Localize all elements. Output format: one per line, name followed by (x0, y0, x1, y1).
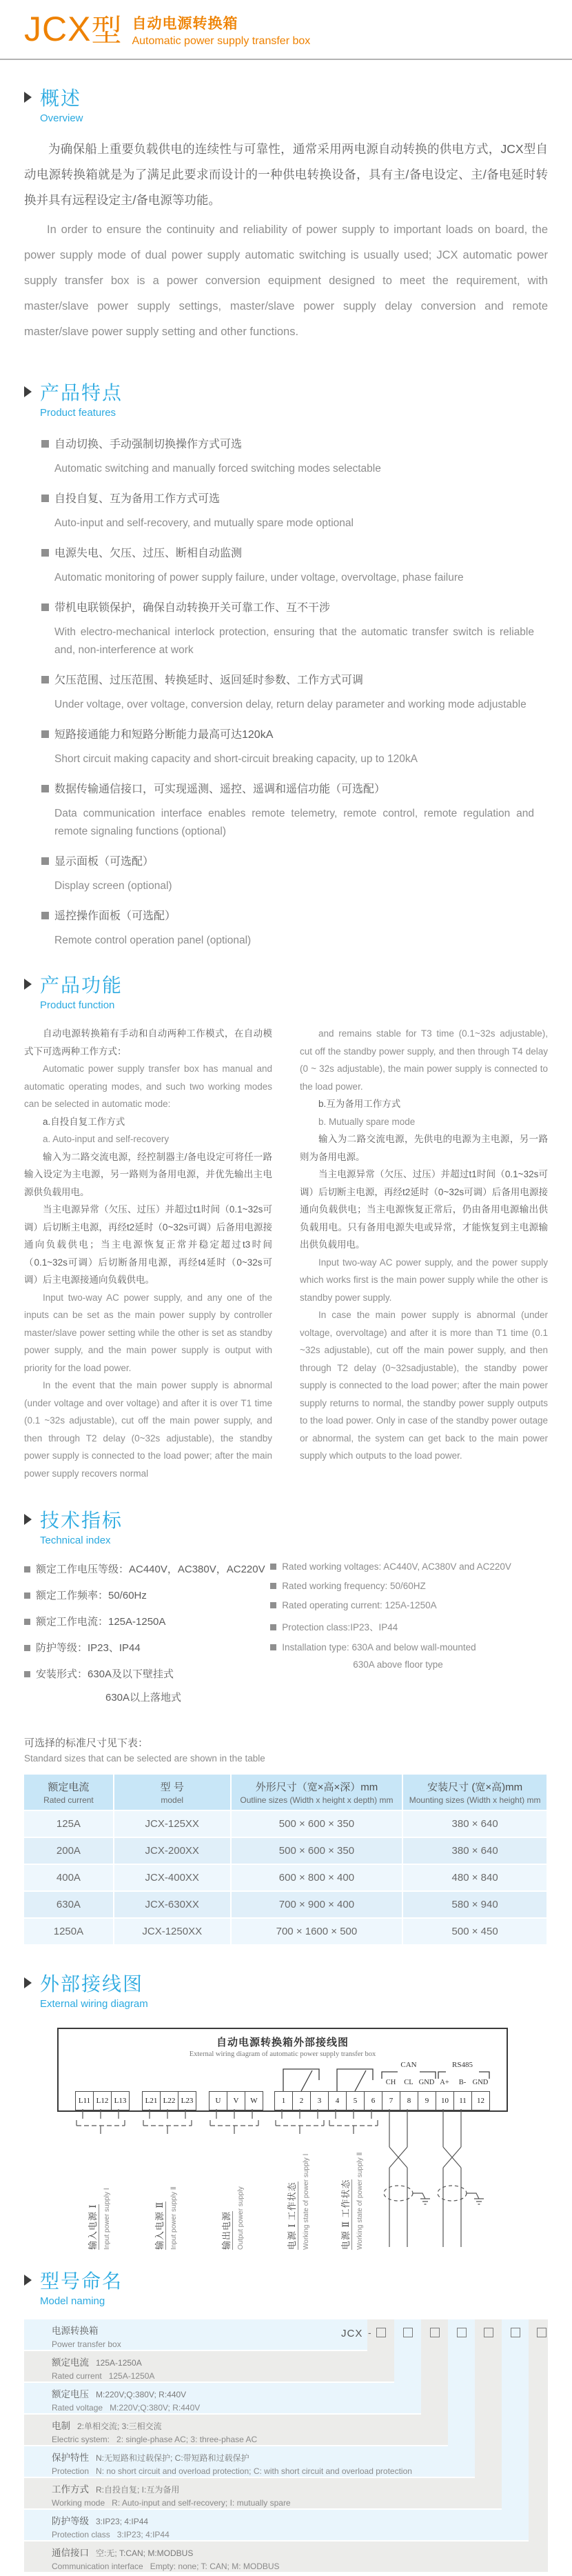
naming-desc-cn: N:无短路和过载保护; C:带短路和过载保护 (96, 2453, 249, 2463)
terminal-group-output (209, 2091, 263, 2110)
group-label-en: Working state of power supply Ⅰ (303, 2153, 310, 2250)
naming-row (24, 2510, 529, 2540)
header-cn: 额定电流 (48, 1781, 90, 1793)
standard-sizes-table (24, 1775, 548, 1946)
terminal: 10 (436, 2091, 454, 2110)
naming-label-en: Working mode (52, 2498, 105, 2508)
cell: 1250A (24, 1918, 114, 1945)
table-row (24, 1891, 547, 1918)
group-label-cn: 电源 Ⅱ 工作状态 (340, 2179, 351, 2250)
group-label-cn: 输出电源 (221, 2210, 232, 2250)
group-label-cn: 输入电源 Ⅰ (88, 2204, 98, 2250)
section-marker-icon (24, 2275, 32, 2286)
naming-desc-en: N: no short circuit and overload protection; C: with short circuit and overload protection (96, 2466, 412, 2476)
feature-text: 欠压范围、过压范围、转换延时、返回延时参数、工作方式可调 (54, 675, 364, 686)
terminal: 2 (292, 2091, 311, 2110)
model-naming-diagram (0, 2319, 572, 2576)
cell: 125A (24, 1810, 114, 1837)
section-title-en: Overview (40, 112, 83, 124)
section-wiring-heading (24, 1969, 548, 2010)
section-title-cn: 产品特点 (40, 382, 123, 403)
col-header-rated-current (24, 1775, 114, 1810)
feature-text: 短路接通能力和短路分断能力最高可达120kA (54, 729, 274, 741)
terminal: 4 (328, 2091, 347, 2110)
naming-checkbox (484, 2328, 493, 2337)
pin-label-ch: CH (385, 2079, 396, 2086)
page-header (0, 0, 572, 49)
cell: 500 × 600 × 350 (231, 1810, 403, 1837)
section-title-en: Product features (40, 407, 116, 419)
feature-text: 电源失电、欠压、过压、断相自动监测 (54, 548, 243, 559)
bullet-square-icon (41, 730, 49, 738)
tech-item-cn (24, 1614, 270, 1628)
bullet-square-icon (24, 1671, 30, 1677)
naming-label-en: Power transfer box (52, 2339, 121, 2349)
naming-row (24, 2446, 475, 2477)
cell: 400A (24, 1864, 114, 1891)
tech-item-en (270, 1619, 548, 1633)
tech-text: Protection class:IP23、IP44 (282, 1622, 398, 1633)
function-paragraph: b. Mutually spare mode (318, 1116, 416, 1127)
function-paragraph: 当主电源异常（欠压、过压）并超过t1时间（0.1~32s可调）后切断主电源，再经t2延时（0~32s可调）后备用电源接通向负载供电；当主电源恢复正常并稳定超过t3时间（0.1~32s可调）后切断备用电源，再经t4延时（0~32s可调）后主电源接通向负载供电。 (24, 1204, 272, 1285)
bullet-square-icon (41, 785, 49, 792)
table-row (24, 1810, 547, 1837)
bullet-square-icon (270, 1644, 276, 1650)
terminal: L12 (93, 2091, 112, 2110)
function-right-column (300, 1025, 548, 1482)
tech-text: 额定工作电压等级：AC440V，AC380V，AC220V (36, 1564, 265, 1575)
feature-text: 显示面板（可选配） (54, 856, 154, 868)
tech-text: Installation type: 630A and below wall-mounted (282, 1642, 476, 1653)
naming-desc-en: M:220V;Q:380V; R:440V (110, 2403, 201, 2413)
naming-desc-cn: 125A-1250A (96, 2358, 142, 2368)
feature-item-en: Automatic monitoring of power supply failure, under voltage, overvoltage, phase failure (54, 572, 464, 583)
pin-label-cl: CL (404, 2079, 413, 2086)
wire-group-label (339, 2139, 368, 2250)
naming-label-en: Communication interface (52, 2562, 143, 2571)
naming-row (24, 2478, 502, 2508)
bullet-square-icon (41, 549, 49, 557)
cell: 700 × 1600 × 500 (231, 1918, 403, 1945)
function-paragraph: Input two-way AC power supply, and the power supply which works first is the main power supply while the other is standby power supply. (300, 1257, 548, 1303)
function-paragraph: a.自投自复工作方式 (43, 1116, 125, 1127)
bullet-square-icon (41, 440, 49, 448)
feature-item-en: Data communication interface enables remote telemetry, remote control, remote regulation and remote signaling functions (optional) (54, 808, 534, 837)
wiring-diagram (0, 2028, 572, 2261)
section-tech-heading (24, 1506, 548, 1546)
feature-item-cn (41, 726, 548, 741)
tech-item-cn (24, 1588, 270, 1602)
table-row (24, 1918, 547, 1945)
tech-item-en (270, 1600, 548, 1610)
diagram-title-cn: 自动电源转换箱外部接线图 (216, 2037, 349, 2048)
naming-checkbox (403, 2328, 413, 2337)
group-label-cn: 输入电源 Ⅱ (154, 2201, 165, 2250)
bullet-square-icon (41, 676, 49, 683)
bullet-square-icon (270, 1583, 276, 1589)
header-cn: 型 号 (160, 1781, 184, 1793)
bullet-square-icon (24, 1592, 30, 1599)
section-marker-icon (24, 1514, 32, 1525)
feature-item-en: Under voltage, over voltage, conversion delay, return delay parameter and working mode adjustable (54, 699, 527, 710)
tech-text: 安装形式：630A及以下壁挂式 (36, 1668, 174, 1680)
cell: JCX-400XX (114, 1864, 231, 1891)
overview-paragraph-cn: 为确保船上重要负载供电的连续性与可靠性，通常采用两电源自动转换的供电方式，JCX型自动电源转换箱就是为了满足此要求而设计的一种供电转换设备，具有主/备电设定、主/备电延时转换并具有远程设定主/备电源等功能。 (24, 142, 548, 207)
section-title-cn: 型号命名 (40, 2270, 123, 2292)
section-title-en: External wiring diagram (40, 1998, 148, 2010)
diagram-title-en: External wiring diagram of automatic power supply transfer box (189, 2050, 376, 2058)
cell: 380 × 640 (402, 1810, 547, 1837)
naming-desc-cn: 2:单相交流; 3:三相交流 (77, 2422, 162, 2431)
naming-desc-en: 2: single-phase AC; 3: three-phase AC (116, 2435, 258, 2444)
naming-row (24, 2383, 421, 2413)
section-function-heading (24, 970, 548, 1011)
cell: 500 × 600 × 350 (231, 1837, 403, 1864)
terminal: 11 (453, 2091, 472, 2110)
feature-item-cn (41, 907, 548, 923)
terminal: 7 (382, 2091, 400, 2110)
terminal: 12 (471, 2091, 490, 2110)
model-code: JCX (24, 10, 92, 48)
terminal: W (245, 2091, 263, 2110)
terminal: 3 (310, 2091, 329, 2110)
bullet-square-icon (270, 1624, 276, 1630)
feature-text: 自动切换、手动强制切换操作方式可选 (54, 439, 243, 450)
model-suffix: 型 (91, 14, 123, 48)
feature-item-cn (41, 435, 548, 451)
feature-text: 带机电联锁保护，确保自动转换开关可靠工作、互不干涉 (54, 602, 331, 614)
wire-group-label (86, 2139, 115, 2250)
header-cn: 安装尺寸 (宽×高)mm (427, 1781, 523, 1793)
tech-columns (24, 1561, 548, 1716)
pin-label-gnd: GND (418, 2079, 435, 2086)
function-paragraph: In case the main power supply is abnormal (under voltage, overvoltage) and after it is more than T1 time (0.1 ~32s adjustable), cut off the main power supply, and then through T2 delay (0~32sadjustable), the standby power supply is connected to the load power; after the main power supply returns to normal, the standby power supply outputs to the load power. Only in case of the standby power outage or abnormal, the system can get back to the main power supply which outputs to the load power. (300, 1310, 548, 1461)
function-paragraph: 输入为二路交流电源，先供电的电源为主电源，另一路则为备用电源。 (300, 1134, 548, 1162)
tech-text: 额定工作频率：50/60Hz (36, 1590, 147, 1601)
header-en: Mounting sizes (Width x height) mm (409, 1795, 541, 1805)
naming-checkbox (457, 2328, 467, 2337)
terminal: L11 (75, 2091, 94, 2110)
rs485-bus-label: RS485 (452, 2061, 473, 2069)
cell: 700 × 900 × 400 (231, 1891, 403, 1918)
section-marker-icon (24, 92, 32, 103)
section-title-cn: 技术指标 (40, 1510, 123, 1531)
feature-item-en: Automatic switching and manually forced switching modes selectable (54, 463, 381, 475)
table-header-row (24, 1775, 547, 1810)
overview-paragraph-en: In order to ensure the continuity and reliability of power supply to important loads on board, the power supply mode of dual power supply automatic switching is usually used; JCX automatic power supply transfer box is a power conversion equipment designed to meet the requirement, with master/slave power supply settings, master/slave power supply delay conversion and remote master/slave power supply setting and other functions. (24, 223, 548, 338)
feature-item-en: Auto-input and self-recovery, and mutually spare mode optional (54, 517, 354, 529)
naming-row (24, 2415, 448, 2445)
naming-label-cn: 保护特性 (52, 2453, 89, 2463)
terminal: 1 (274, 2091, 293, 2110)
col-header-mounting-sizes (402, 1775, 547, 1810)
feature-item-cn (41, 490, 548, 506)
cell: 200A (24, 1837, 114, 1864)
section-title-cn: 概述 (40, 88, 82, 109)
naming-row (24, 2351, 394, 2382)
feature-item-en: Display screen (optional) (54, 880, 172, 892)
terminal: 5 (346, 2091, 365, 2110)
naming-row (24, 2542, 548, 2572)
col-header-outline-sizes (231, 1775, 403, 1810)
tech-right-column (270, 1561, 548, 1716)
group-label-en: Input power supply Ⅱ (170, 2186, 178, 2250)
section-naming-heading (24, 2266, 548, 2307)
bullet-square-icon (24, 1619, 30, 1625)
terminal: 6 (364, 2091, 382, 2110)
section-title-en: Product function (40, 999, 115, 1011)
cell: 580 × 940 (402, 1891, 547, 1918)
table-note-cn: 可选择的标准尺寸见下表： (24, 1737, 149, 1749)
feature-text: 遥控操作面板（可选配） (54, 910, 176, 922)
product-model (24, 11, 122, 49)
naming-desc-cn: 3:IP23; 4:IP44 (96, 2517, 149, 2526)
naming-desc-en: 125A-1250A (108, 2371, 155, 2381)
wire-group-label (153, 2139, 182, 2250)
bullet-square-icon (41, 495, 49, 502)
section-title-cn: 产品功能 (40, 975, 123, 996)
tech-text: 防护等级：IP23、IP44 (36, 1642, 141, 1654)
feature-text: 自投自复、互为备用工作方式可选 (54, 493, 221, 505)
section-title-en: Model naming (40, 2295, 105, 2307)
tech-item-en-cont: 630A above floor type (353, 1659, 443, 1670)
tech-item-cn (24, 1561, 270, 1576)
function-paragraph: Input two-way AC power supply, and any one of the inputs can be set as the main power supply by controller master/slave power setting while the other is set as standby power supply, and the main power supply is output with priority for the load power. (24, 1292, 272, 1373)
naming-label-cn: 防护等级 (52, 2516, 89, 2526)
feature-item-en: Short circuit making capacity and short-circuit breaking capacity, up to 120kA (54, 753, 418, 765)
pin-label-gnd2: GND (472, 2079, 489, 2086)
tech-text: 额定工作电流：125A-1250A (36, 1616, 166, 1628)
group-label-cn: 电源 Ⅰ 工作状态 (287, 2181, 297, 2250)
group-label-en: Output power supply (237, 2186, 245, 2250)
naming-desc-en: R: Auto-input and self-recovery; I: mutually spare (112, 2498, 291, 2508)
bullet-square-icon (41, 603, 49, 611)
feature-item-cn (41, 544, 548, 560)
naming-label-cn: 工作方式 (52, 2484, 89, 2495)
section-marker-icon (24, 979, 32, 990)
header-titles (132, 12, 310, 48)
naming-desc-en: 3:IP23; 4:IP44 (116, 2530, 170, 2539)
naming-label-en: Rated current (52, 2371, 102, 2381)
naming-desc-cn: 空:无; T:CAN; M:MODBUS (96, 2548, 194, 2558)
tech-item-en (270, 1642, 548, 1653)
naming-connector (529, 2319, 548, 2572)
function-paragraph: 输入为二路交流电源，经控制器主/备电设定可将任一路输入设定为主电源，另一路则为备用电源，并优先输出主电源供负载用电。 (24, 1151, 272, 1197)
terminal: L21 (142, 2091, 161, 2110)
tech-left-column (24, 1561, 270, 1716)
table-row (24, 1864, 547, 1891)
pin-label-a-plus: A+ (440, 2079, 449, 2086)
function-paragraph: 当主电源异常（欠压、过压）并超过t1时间（0.1~32s可调）后切断主电源，再经t2延时（0~32s可调）后备用电源接通向负载供电；当主电源恢复正常后，仍由备用电源输出供负载用电。只有备用电源失电或异常，才能恢复到主电源输出供负载用电。 (300, 1169, 548, 1250)
section-marker-icon (24, 1977, 32, 1988)
terminal: 9 (418, 2091, 436, 2110)
section-features-heading (24, 378, 548, 419)
naming-label-cn: 电制 (52, 2421, 70, 2431)
feature-text: 数据传输通信接口，可实现遥测、遥控、遥调和遥信功能（可选配） (54, 783, 386, 795)
group-label-en: Working state of power supply Ⅱ (356, 2152, 364, 2250)
terminal-group-input2 (142, 2091, 196, 2110)
section-marker-icon (24, 386, 32, 397)
naming-label-cn: 额定电流 (52, 2357, 89, 2368)
function-paragraph: Automatic power supply transfer box has manual and automatic operating modes, and such two working modes can be selected in automatic mode: (24, 1064, 272, 1109)
naming-connector (502, 2319, 529, 2540)
naming-label-cn: 电源转换箱 (52, 2326, 99, 2336)
terminal: 8 (400, 2091, 418, 2110)
naming-label-cn: 额定电压 (52, 2389, 89, 2399)
naming-label-cn: 通信接口 (52, 2548, 89, 2558)
header-en: Outline sizes (Width x height x depth) mm (240, 1795, 394, 1805)
bullet-square-icon (24, 1566, 30, 1572)
function-paragraph: 自动电源转换箱有手动和自动两种工作模式，在自动模式下可选两种工作方式： (24, 1028, 272, 1057)
section-title-cn: 外部接线图 (40, 1973, 144, 1995)
terminal-group-input1 (75, 2091, 129, 2110)
table-note-en: Standard sizes that can be selected are shown in the table (24, 1753, 265, 1764)
cell: JCX-630XX (114, 1891, 231, 1918)
naming-label-en: Electric system: (52, 2435, 110, 2444)
naming-label-en: Protection class (52, 2530, 110, 2539)
cell: 480 × 840 (402, 1864, 547, 1891)
table-row (24, 1837, 547, 1864)
section-overview-heading (24, 83, 548, 124)
header-divider (0, 59, 572, 60)
naming-checkbox (537, 2328, 547, 2337)
can-bus-label: CAN (400, 2061, 417, 2069)
header-en: model (161, 1795, 184, 1805)
terminal: L13 (111, 2091, 130, 2110)
cell: 630A (24, 1891, 114, 1918)
product-title-en: Automatic power supply transfer box (132, 35, 311, 47)
naming-label-en: Rated voltage (52, 2403, 103, 2413)
cell: 600 × 800 × 400 (231, 1864, 403, 1891)
feature-item-cn (41, 780, 548, 796)
naming-checkbox (430, 2328, 440, 2337)
bullet-square-icon (270, 1602, 276, 1608)
header-cn: 外形尺寸（宽×高×深）mm (255, 1781, 378, 1793)
function-paragraph: b.互为备用工作方式 (318, 1099, 401, 1109)
bullet-square-icon (24, 1645, 30, 1651)
naming-desc-cn: R:自投自复; I:互为备用 (96, 2485, 180, 2495)
feature-item-cn (41, 852, 548, 868)
group-label-en: Input power supply Ⅰ (103, 2188, 111, 2250)
wire-group-label (220, 2139, 249, 2250)
cell: JCX-1250XX (114, 1918, 231, 1945)
naming-checkbox (511, 2328, 520, 2337)
tech-text: Rated working frequency: 50/60HZ (282, 1581, 426, 1591)
function-paragraph: and remains stable for T3 time (0.1~32s adjustable), cut off the standby power supply, and then through T4 delay (0 ~ 32s adjustable), the main power supply is connected to the load power. (300, 1028, 548, 1092)
wiring-box (57, 2028, 508, 2112)
tech-item-en (270, 1581, 548, 1591)
naming-desc-en: Empty: none; T: CAN; M: MODBUS (150, 2562, 280, 2571)
cell: JCX-200XX (114, 1837, 231, 1864)
tech-item-cn (24, 1666, 270, 1681)
pin-label-b-minus: B- (458, 2079, 467, 2086)
product-title-cn: 自动电源转换箱 (132, 16, 238, 32)
feature-list (41, 435, 548, 950)
bullet-square-icon (41, 857, 49, 865)
naming-row (24, 2319, 367, 2350)
feature-item-cn (41, 671, 548, 687)
feature-item-cn (41, 599, 548, 615)
function-left-column (24, 1025, 272, 1482)
bullet-square-icon (41, 912, 49, 919)
naming-dash: - (368, 2327, 371, 2338)
section-title-en: Technical index (40, 1535, 111, 1546)
terminal: L23 (178, 2091, 196, 2110)
tech-item-cn-cont: 630A以上落地式 (105, 1692, 182, 1704)
naming-checkbox (376, 2328, 386, 2337)
wire-group-label (285, 2139, 314, 2250)
tech-text: Rated operating current: 125A-1250A (282, 1600, 437, 1610)
terminal-group-numbered (274, 2091, 489, 2110)
tech-text: Rated working voltages: AC440V, AC380V and AC220V (282, 1561, 511, 1572)
header-en: Rated current (43, 1795, 94, 1805)
cell: 500 × 450 (402, 1918, 547, 1945)
feature-item-en: Remote control operation panel (optional) (54, 935, 252, 946)
cell: 380 × 640 (402, 1837, 547, 1864)
tech-item-en (270, 1561, 548, 1572)
terminal: U (209, 2091, 227, 2110)
terminal: L22 (160, 2091, 178, 2110)
tech-item-cn (24, 1640, 270, 1655)
feature-item-en: With electro-mechanical interlock protection, ensuring that the automatic transfer switch is reliable and, non-interference at work (54, 626, 534, 656)
naming-label-en: Protection (52, 2466, 90, 2476)
naming-desc-cn: M:220V;Q:380V; R:440V (96, 2390, 187, 2399)
terminal: V (227, 2091, 245, 2110)
function-columns (24, 1025, 548, 1482)
cell: JCX-125XX (114, 1810, 231, 1837)
function-paragraph: a. Auto-input and self-recovery (43, 1134, 170, 1144)
naming-prefix: JCX (341, 2328, 363, 2339)
bullet-square-icon (270, 1564, 276, 1570)
col-header-model (114, 1775, 231, 1810)
function-paragraph: In the event that the main power supply is abnormal (under voltage and over voltage) and after it is over T1 time (0.1 ~32s adjustable), cut off the main power supply, and then through T2 delay (0~32s adjustable), the standby power supply is connected to the load power; after the main power supply recovers normal (24, 1380, 272, 1479)
